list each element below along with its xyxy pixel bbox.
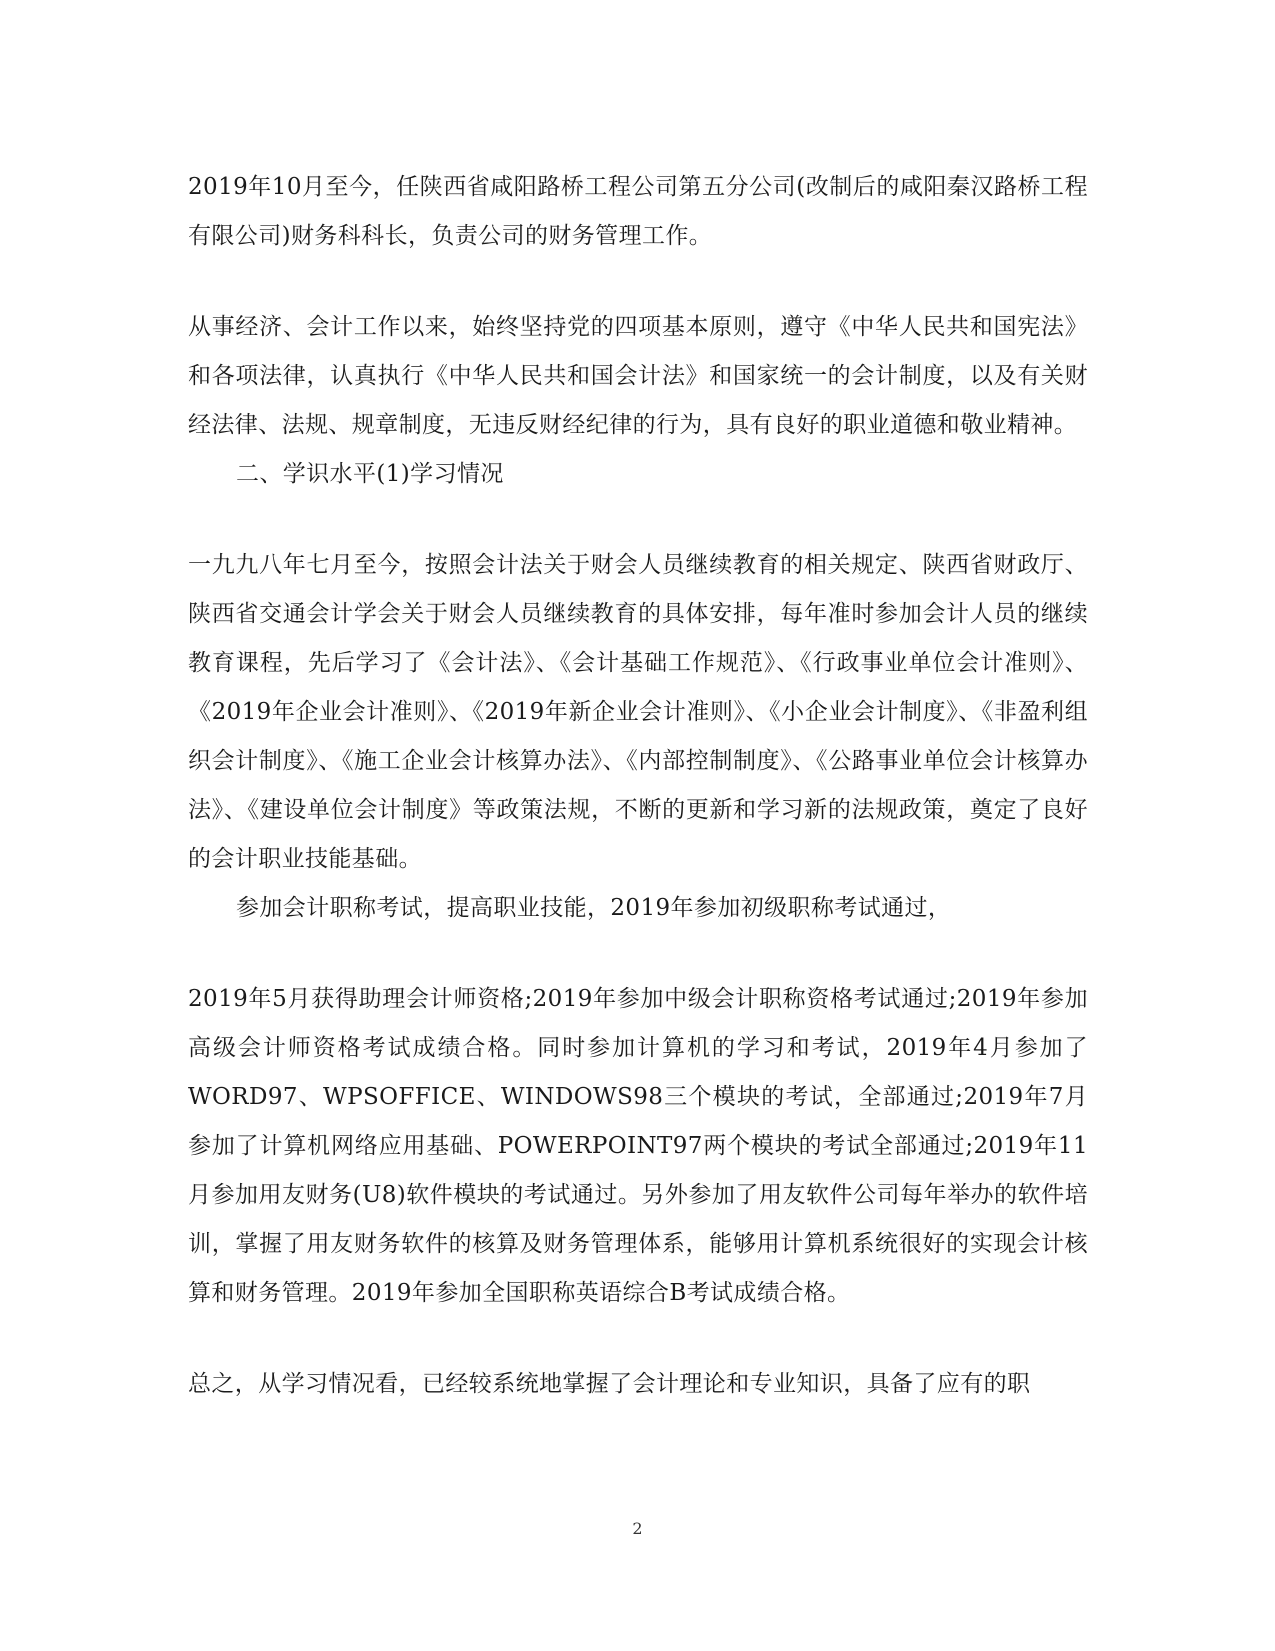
page-number: 2 [632, 1519, 643, 1538]
section-heading-knowledge-level: 二、学识水平(1)学习情况 [236, 461, 504, 487]
paragraph-continuing-education: 一九九八年七月至今，按照会计法关于财会人员继续教育的相关规定、陕西省财政厅、陕西省交通会计学会关于财会人员继续教育的具体安排，每年准时参加会计人员的继续教育课程，先后学习了《会计法》、《会计基础工作规范》、《行政事业单位会计准则》、《2019年企业会计准则》、《2019年新企业会计准则》、《小企业会计制度》、《非盈利组织会计制度》、《施工企业会计核算办法》、《内部控制制度》、《公路事业单位会计核算办法》、《建设单位会计制度》等政策法规，不断的更新和学习新的法规政策，奠定了良好的会计职业技能基础。 [188, 552, 1088, 872]
paragraph-employment: 2019年10月至今，任陕西省咸阳路桥工程公司第五分公司(改制后的咸阳秦汉路桥工程有限公司)财务科科长，负责公司的财务管理工作。 [188, 174, 1088, 249]
document-body [188, 163, 1088, 1409]
paragraph-qualifications: 2019年5月获得助理会计师资格;2019年参加中级会计职称资格考试通过;2019年参加高级会计师资格考试成绩合格。同时参加计算机的学习和考试，2019年4月参加了WORD97、WPSOFFICE、WINDOWS98三个模块的考试，全部通过;2019年7月参加了计算机网络应用基础、POWERPOINT97两个模块的考试全部通过;2019年11月参加用友财务(U8)软件模块的考试通过。另外参加了用友软件公司每年举办的软件培训，掌握了用友财务软件的核算及财务管理体系，能够用计算机系统很好的实现会计核算和财务管理。2019年参加全国职称英语综合B考试成绩合格。 [188, 986, 1088, 1306]
paragraph-title-exam: 参加会计职称考试，提高职业技能，2019年参加初级职称考试通过， [236, 895, 952, 921]
paragraph-professional-ethics: 从事经济、会计工作以来，始终坚持党的四项基本原则，遵守《中华人民共和国宪法》和各项法律，认真执行《中华人民共和国会计法》和国家统一的会计制度，以及有关财经法律、法规、规章制度，无违反财经纪律的行为，具有良好的职业道德和敬业精神。 [188, 314, 1088, 438]
paragraph-summary: 总之，从学习情况看，已经较系统地掌握了会计理论和专业知识，具备了应有的职 [188, 1371, 1031, 1397]
